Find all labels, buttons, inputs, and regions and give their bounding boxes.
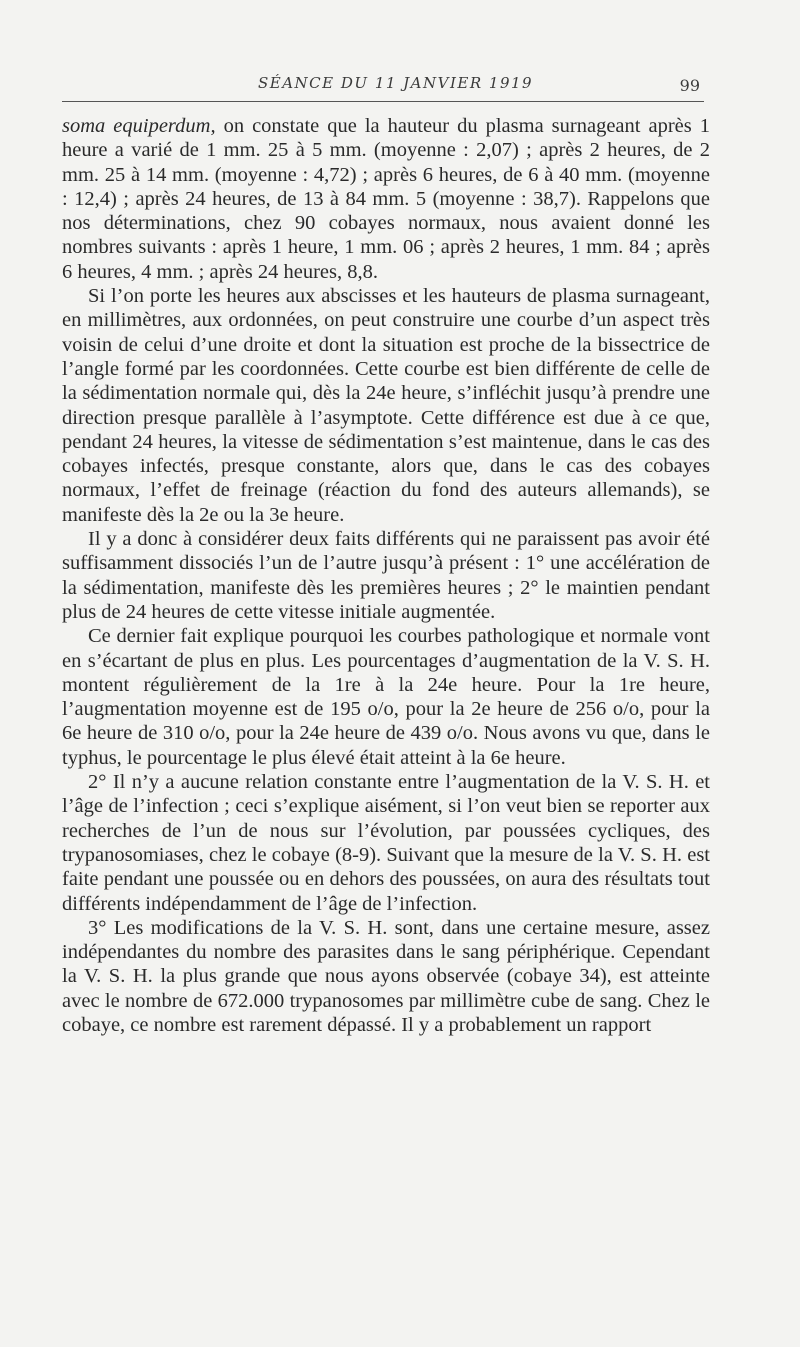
paragraph-5: 2° Il n’y a aucune relation constante entre l’augmentation de la V. S. H. et l’âge de l’infection ; ceci s’explique aisément, si l’on veut bien se reporter aux recherches de l’un de nous sur l’évolution, par poussées cycliques, des trypanosomiases, chez le cobaye (8-9). Suivant que la mesure de la V. S. H. est faite pendant une poussée ou en dehors des poussées, on aura des résultats tout différents indépendamment de l’âge de l’infection. (62, 771, 710, 915)
page-number: 99 (679, 76, 700, 95)
paragraph-6: 3° Les modifications de la V. S. H. sont, dans une certaine mesure, assez indépendantes du nombre des parasites dans le sang périphérique. Cependant la V. S. H. la plus grande que nous ayons observée (cobaye 34), est atteinte avec le nombre de 672.000 trypanosomes par millimètre cube de sang. Chez le cobaye, ce nombre est rarement dépassé. Il y a probablement un rapport (62, 916, 710, 1036)
paragraph-4: Ce dernier fait explique pourquoi les courbes pathologique et normale vont en s’écartant de plus en plus. Les pourcentages d’augmentation de la V. S. H. montent régulièrement de la 1re à la 24e heure. Pour la 1re heure, l’augmentation moyenne est de 195 o/o, pour la 2e heure de 256 o/o, pour la 6e heure de 310 o/o, pour la 24e heure de 439 o/o. Nous avons vu que, dans le typhus, le pourcentage le plus élevé était atteint à la 6e heure. (62, 625, 710, 769)
header-rule (62, 101, 704, 102)
paragraph-1-text: on constate que la hauteur du plasma surnageant après 1 heure a varié de 1 mm. 25 à 5 mm. (moyenne : 2,07) ; après 2 heures, de 2 mm. 25 à 14 mm. (moyenne : 4,72) ; après 6 heures, de 6 à 40 mm. (moyenne : 12,4) ; après 24 heures, de 13 à 84 mm. 5 (moyenne : 38,7). Rappelons que nos déterminations, chez 90 cobayes normaux, nous avaient donné les nombres suivants : après 1 heure, 1 mm. 06 ; après 2 heures, 1 mm. 84 ; après 6 heures, 4 mm. ; après 24 heures, 8,8. (62, 115, 710, 283)
paragraph-2: Si l’on porte les heures aux abscisses et les hauteurs de plasma surnageant, en millimètres, aux ordonnées, on peut construire une courbe d’un aspect très voisin de celui d’une droite et dont la situation est proche de la bissectrice de l’angle formé par les coordonnées. Cette courbe est bien différente de celle de la sédimentation normale qui, dès la 24e heure, s’infléchit jusqu’à prendre une direction presque parallèle à l’asymptote. Cette différence est due à ce que, pendant 24 heures, la vitesse de sédimentation s’est maintenue, dans le cas des cobayes infectés, presque constante, alors que, dans le cas des cobayes normaux, l’effet de freinage (réaction du fond des auteurs allemands), se manifeste dès la 2e ou la 3e heure. (62, 285, 710, 526)
page-header (62, 74, 704, 104)
paragraph-3: Il y a donc à considérer deux faits différents qui ne paraissent pas avoir été suffisamment dissociés l’un de l’autre jusqu’à présent : 1° une accélération de la sédimentation, manifeste dès les premières heures ; 2° le maintien pendant plus de 24 heures de cette vitesse initiale augmentée. (62, 528, 710, 623)
body-text (62, 114, 710, 1037)
paragraph-1-lead: soma equiperdum, (62, 115, 216, 137)
paragraph-1 (62, 114, 710, 284)
running-title: SÉANCE DU 11 JANVIER 1919 (258, 74, 534, 92)
